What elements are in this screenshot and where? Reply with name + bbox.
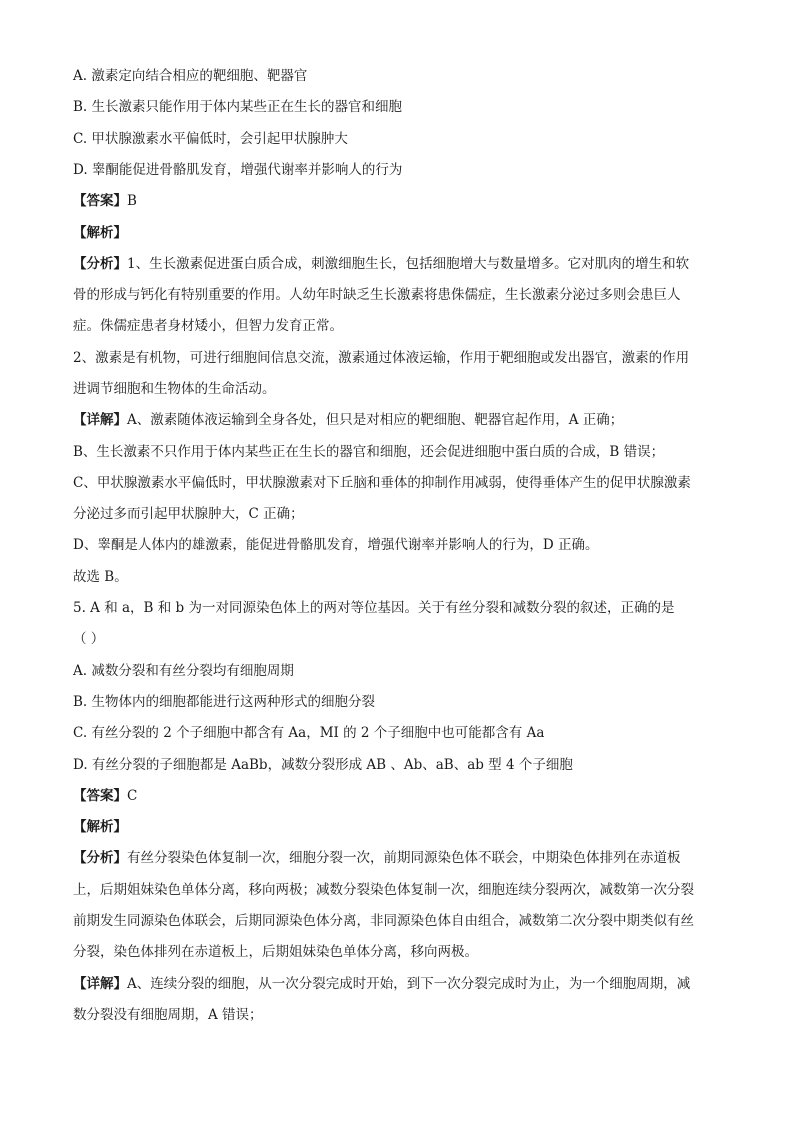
q5-xiangjie-line-2: 数分裂没有细胞周期，A 错误； [73,1007,263,1023]
q4-conclusion: 故选 B。 [73,569,128,585]
q4-option-a: A. 激素定向结合相应的靶细胞、靶器官 [73,68,308,84]
q5-fenxi-line-1 [73,849,681,867]
analysis-tag: 【解析】 [73,819,127,835]
q4-option-c: C. 甲状腺激素水平偏低时，会引起甲状腺肿大 [73,131,348,147]
q4-xiangjie-a [73,411,623,429]
xiangjie-tag: 【详解】 [73,976,127,992]
q4-analysis-heading [73,224,127,242]
answer-value: C [127,788,138,804]
q4-fenxi-line-1 [73,255,689,273]
q5-option-b: B. 生物体内的细胞都能进行这两种形式的细胞分裂 [73,694,376,710]
q5-fenxi-line-3: 前期发生同源染色体联会，后期同源染色体分离，非同源染色体自由组合，减数第二次分裂中期类似有丝 [73,913,694,929]
q5-stem-line-1: 5. A 和 a，B 和 b 为一对同源染色体上的两对等位基因。关于有丝分裂和减数分裂的叙述，正确的是 [73,600,675,616]
q4-option-d: D. 睾酮能促进骨骼肌发育，增强代谢率并影响人的行为 [73,162,403,178]
answer-value: B [127,193,137,209]
xiangjie-text: A、激素随体液运输到全身各处，但只是对相应的靶细胞、靶器官起作用，A 正确； [127,412,624,428]
q4-xiangjie-c-2: 分泌过多而引起甲状腺肿大，C 正确； [73,506,304,522]
q5-answer [73,787,137,805]
q5-option-d: D. 有丝分裂的子细胞都是 AaBb，减数分裂形成 AB 、Ab、aB、ab 型 4 个子细胞 [73,757,573,773]
fenxi-text: 有丝分裂染色体复制一次，细胞分裂一次，前期同源染色体不联会，中期染色体排列在赤道板 [127,850,681,866]
xiangjie-text: A、连续分裂的细胞，从一次分裂完成时开始，到下一次分裂完成时为止，为一个细胞周期，减 [127,976,691,992]
answer-tag: 【答案】 [73,193,127,209]
q4-xiangjie-b: B、生长激素不只作用于体内某些正在生长的器官和细胞，还会促进细胞中蛋白质的合成，B 错误； [73,444,665,460]
q4-fenxi-line-4: 2、激素是有机物，可进行细胞间信息交流，激素通过体液运输，作用于靶细胞或发出器官，激素的作用 [73,350,690,366]
q4-answer [73,192,137,210]
fenxi-tag: 【分析】 [73,850,127,866]
answer-tag: 【答案】 [73,788,127,804]
q4-fenxi-line-5: 进调节细胞和生物体的生命活动。 [73,381,276,397]
xiangjie-tag: 【详解】 [73,412,127,428]
q5-xiangjie-line-1 [73,975,690,993]
q5-fenxi-line-4: 分裂，染色体排列在赤道板上，后期姐妹染色单体分离，移向两极。 [73,944,478,960]
q5-option-a: A. 减数分裂和有丝分裂均有细胞周期 [73,663,294,679]
q5-fenxi-line-2: 上，后期姐妹染色单体分离，移向两极；减数分裂染色体复制一次，细胞连续分裂两次，减数第一次分裂 [73,882,694,898]
q4-fenxi-line-2: 骨的形成与钙化有特别重要的作用。人幼年时缺乏生长激素将患侏儒症，生长激素分泌过多则会患巨人 [73,287,681,303]
q4-xiangjie-c-1: C、甲状腺激素水平偏低时，甲状腺激素对下丘脑和垂体的抑制作用减弱，使得垂体产生的促甲状腺激素 [73,475,691,491]
q4-fenxi-line-3: 症。侏儒症患者身材矮小，但智力发育正常。 [73,318,343,334]
fenxi-tag: 【分析】 [73,256,127,272]
q5-analysis-heading [73,818,127,836]
q4-xiangjie-d: D、睾酮是人体内的雄激素，能促进骨骼肌发育，增强代谢率并影响人的行为，D 正确。 [73,537,599,553]
q5-stem-line-2: （ ） [73,631,105,647]
fenxi-text: 1、生长激素促进蛋白质合成，刺激细胞生长，包括细胞增大与数量增多。它对肌肉的增生和软 [127,256,690,272]
q4-option-b: B. 生长激素只能作用于体内某些正在生长的器官和细胞 [73,99,403,115]
analysis-tag: 【解析】 [73,225,127,241]
q5-option-c: C. 有丝分裂的 2 个子细胞中都含有 Aa，MI 的 2 个子细胞中也可能都含有 Aa [73,725,545,741]
